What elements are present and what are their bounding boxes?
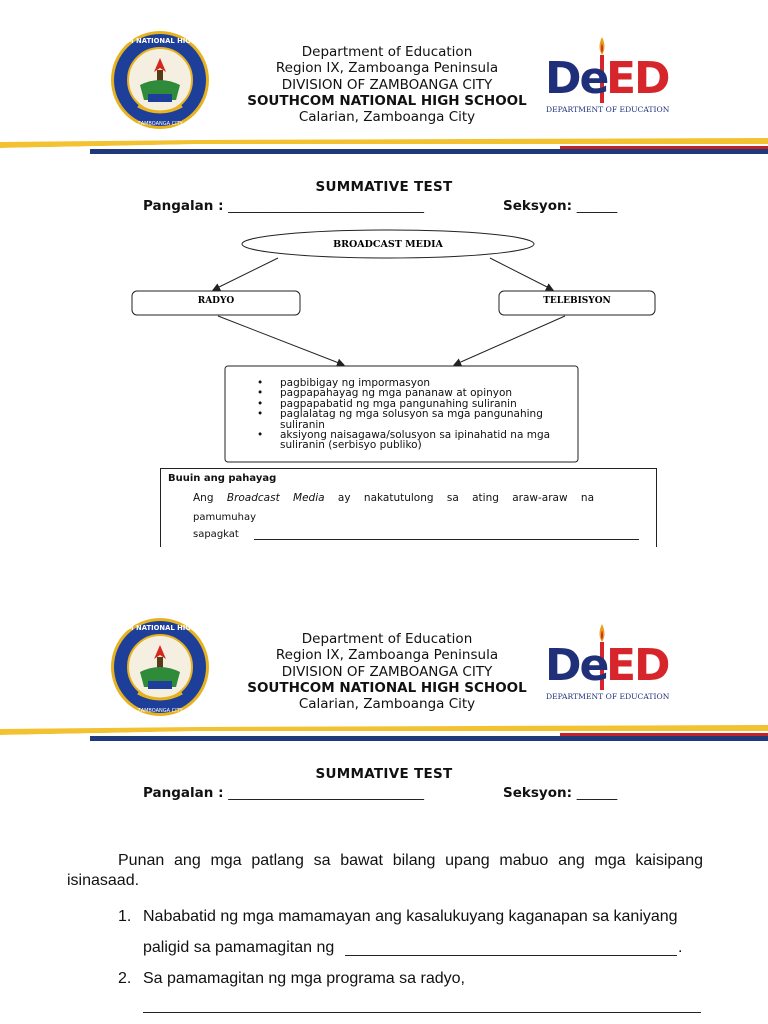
page2-name-row <box>143 785 424 801</box>
seal-sub-text: ZAMBOANGA CITY <box>137 121 183 127</box>
school-seal-icon <box>89 30 231 130</box>
item-text: paligid sa pamamagitan ng <box>143 939 335 956</box>
broadcast-media-label: BROADCAST MEDIA <box>333 239 443 250</box>
seal-text: SOUTHCOM NATIONAL HIGH SCHOOL <box>89 624 231 632</box>
page2-header <box>0 587 768 727</box>
svg-text:ED: ED <box>606 640 669 691</box>
functions-list <box>257 378 577 451</box>
seal-text: SOUTHCOM NATIONAL HIGH SCHOOL <box>89 37 231 45</box>
item-number: 2. <box>118 970 132 987</box>
division-line: DIVISION OF ZAMBOANGA CITY <box>281 76 493 93</box>
item-answer-blank[interactable] <box>345 955 677 956</box>
buuin-line3: sapagkat <box>193 529 239 540</box>
buuin-line1-b: ay nakatutulong sa ating araw-araw na <box>337 492 594 504</box>
list-item: • pagbibigay ng impormasyon <box>257 378 577 388</box>
list-item: • paglalatag ng mga solusyon sa mga pangunahing suliranin <box>257 409 577 430</box>
buuin-line1-a: Ang <box>193 492 214 504</box>
page1-title: SUMMATIVE TEST <box>315 179 453 195</box>
name-blank[interactable]: _____________________________ <box>228 785 424 801</box>
header-band <box>0 136 768 158</box>
page2-title: SUMMATIVE TEST <box>315 766 453 782</box>
svg-text:De: De <box>545 640 608 691</box>
buuin-line2: pamumuhay <box>193 512 257 523</box>
page2-section-row <box>503 785 617 801</box>
header-address <box>232 44 542 125</box>
dept-line: Department of Education <box>301 631 473 647</box>
svg-text:De: De <box>545 53 608 104</box>
deped-subtitle: DEPARTMENT OF EDUCATION <box>546 692 670 701</box>
name-label: Pangalan : <box>143 785 224 801</box>
section-label: Seksyon: <box>503 198 572 214</box>
school-name: SOUTHCOM NATIONAL HIGH SCHOOL <box>247 679 527 696</box>
school-location: Calarian, Zamboanga City <box>298 109 476 126</box>
name-blank[interactable]: _____________________________ <box>228 198 424 214</box>
school-seal-icon <box>89 617 231 717</box>
school-location: Calarian, Zamboanga City <box>298 696 476 713</box>
list-item: • pagpapahayag ng mga pananaw at opinyon <box>257 388 577 398</box>
seal-sub-text: ZAMBOANGA CITY <box>137 708 183 714</box>
instruction-line2: isinasaad. <box>67 872 140 889</box>
item-answer-blank[interactable] <box>143 1012 701 1013</box>
deped-subtitle: DEPARTMENT OF EDUCATION <box>546 105 670 114</box>
radyo-label: RADYO <box>197 296 235 306</box>
header-address <box>232 631 542 712</box>
buuin-line1-italic: Broadcast Media <box>226 492 325 504</box>
page1-header <box>0 0 768 140</box>
school-name: SOUTHCOM NATIONAL HIGH SCHOOL <box>247 92 527 109</box>
section-blank[interactable]: ______ <box>576 785 618 801</box>
buuin-line1 <box>193 492 649 504</box>
list-item: • pagpapabatid ng mga pangunahing suliranin <box>257 399 577 409</box>
deped-logo-icon <box>545 35 670 115</box>
item-text: Sa pamamagitan ng mga programa sa radyo, <box>143 970 465 987</box>
buuin-title: Buuin ang pahayag <box>168 473 277 484</box>
section-label: Seksyon: <box>503 785 572 801</box>
header-band <box>0 723 768 745</box>
list-item: • aksiyong naisagawa/solusyon sa ipinahatid na mga suliranin (serbisyo publiko) <box>257 430 577 451</box>
deped-logo-icon <box>545 622 670 702</box>
buuin-box <box>160 468 657 547</box>
svg-text:ED: ED <box>606 53 669 104</box>
telebisyon-label: TELEBISYON <box>543 296 611 306</box>
item-end: . <box>678 939 683 956</box>
section-blank[interactable]: ______ <box>576 198 618 214</box>
page1-name-row <box>143 198 424 214</box>
division-line: DIVISION OF ZAMBOANGA CITY <box>281 663 493 680</box>
region-line: Region IX, Zamboanga Peninsula <box>275 647 499 664</box>
item-text: Nababatid ng mga mamamayan ang kasalukuyang kaganapan sa kaniyang <box>143 908 678 925</box>
buuin-answer-blank[interactable] <box>254 539 639 540</box>
instruction-line1: Punan ang mga patlang sa bawat bilang upang mabuo ang mga kaisipang <box>118 852 703 869</box>
page1-section-row <box>503 198 617 214</box>
region-line: Region IX, Zamboanga Peninsula <box>275 60 499 77</box>
dept-line: Department of Education <box>301 44 473 60</box>
item-number: 1. <box>118 908 132 925</box>
name-label: Pangalan : <box>143 198 224 214</box>
